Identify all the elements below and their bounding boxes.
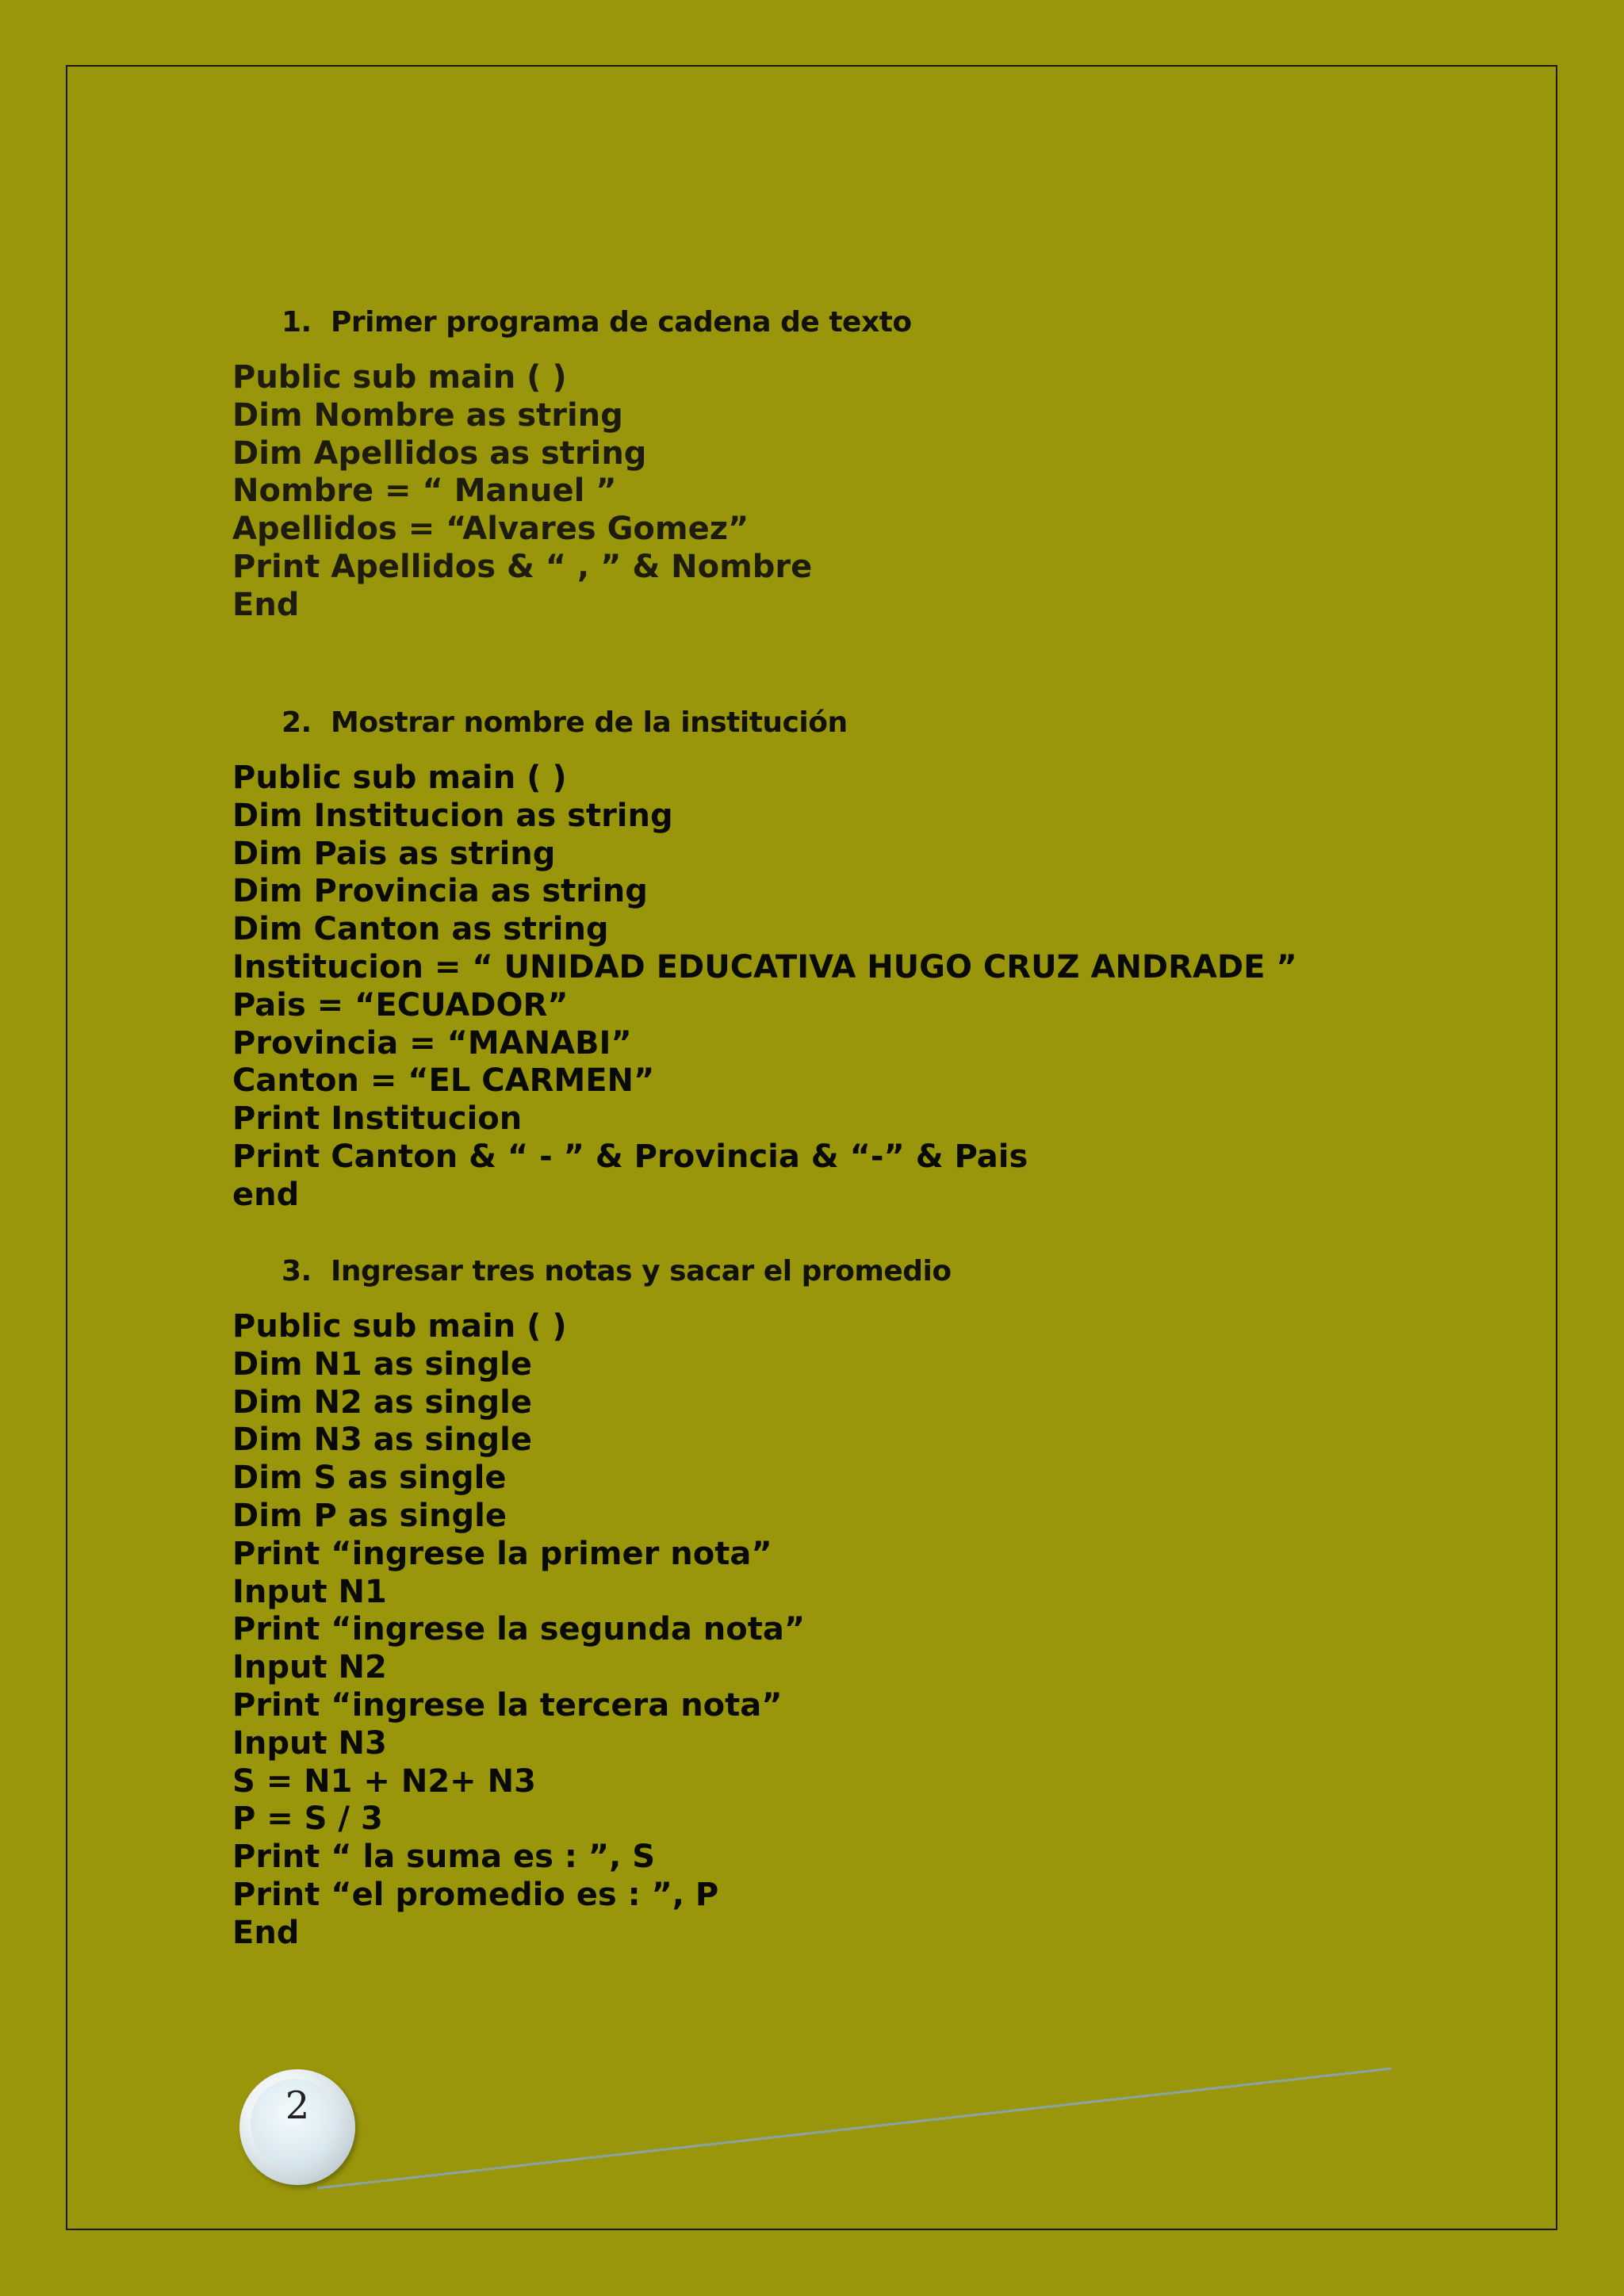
section-title: Ingresar tres notas y sacar el promedio xyxy=(331,1255,952,1288)
code-line: Institucion = “ UNIDAD EDUCATIVA HUGO CRUZ ANDRADE ” xyxy=(232,948,1297,985)
code-line: Print “ la suma es : ”, S xyxy=(232,1839,656,1876)
section-number: 1. xyxy=(282,306,312,339)
code-line: Dim N1 as single xyxy=(232,1345,532,1383)
code-line: Dim N3 as single xyxy=(232,1422,532,1459)
code-line: Input N2 xyxy=(232,1649,387,1686)
code-line: End xyxy=(232,586,300,623)
code-line: Print Institucion xyxy=(232,1100,523,1138)
code-line: Print “ingrese la primer nota” xyxy=(232,1535,772,1572)
code-line: Print “el promedio es : ”, P xyxy=(232,1876,719,1913)
code-line: Print “ingrese la segunda nota” xyxy=(232,1611,806,1648)
code-line: Input N3 xyxy=(232,1724,387,1762)
code-line: S = N1 + N2+ N3 xyxy=(232,1762,536,1800)
section-number: 2. xyxy=(282,706,312,739)
code-line: Print “ingrese la tercera nota” xyxy=(232,1686,783,1724)
code-line: Public sub main ( ) xyxy=(232,760,567,796)
code-line: end xyxy=(232,1176,300,1213)
code-line: Public sub main ( ) xyxy=(232,359,567,396)
code-line: Provincia = “MANABI” xyxy=(232,1024,632,1062)
code-line: Dim Pais as string xyxy=(232,835,556,872)
code-line: Dim N2 as single xyxy=(232,1383,532,1421)
code-line: Pais = “ECUADOR” xyxy=(232,986,569,1024)
section-number: 3. xyxy=(282,1255,312,1288)
page-number: 2 xyxy=(285,2084,310,2128)
code-line: Public sub main ( ) xyxy=(232,1308,567,1345)
code-line: Dim Provincia as string xyxy=(232,873,648,910)
code-line: Dim Institucion as string xyxy=(232,797,673,834)
section-title: Mostrar nombre de la institución xyxy=(331,706,848,739)
code-line: Dim Canton as string xyxy=(232,911,609,948)
page-number-badge xyxy=(239,2069,355,2185)
code-line: Canton = “EL CARMEN” xyxy=(232,1062,655,1100)
code-line: Input N1 xyxy=(232,1573,387,1610)
code-line: Dim Apellidos as string xyxy=(232,434,647,472)
code-line: Dim Nombre as string xyxy=(232,396,623,434)
code-line: Print Apellidos & “ , ” & Nombre xyxy=(232,548,813,585)
section-title: Primer programa de cadena de texto xyxy=(331,306,912,339)
code-line: Apellidos = “Alvares Gomez” xyxy=(232,511,749,548)
code-line: Nombre = “ Manuel ” xyxy=(232,473,617,510)
code-line: End xyxy=(232,1914,300,1951)
code-line: Dim P as single xyxy=(232,1497,507,1534)
code-line: P = S / 3 xyxy=(232,1800,383,1838)
code-line: Print Canton & “ - ” & Provincia & “-” & Pais xyxy=(232,1138,1028,1175)
code-line: Dim S as single xyxy=(232,1460,507,1497)
